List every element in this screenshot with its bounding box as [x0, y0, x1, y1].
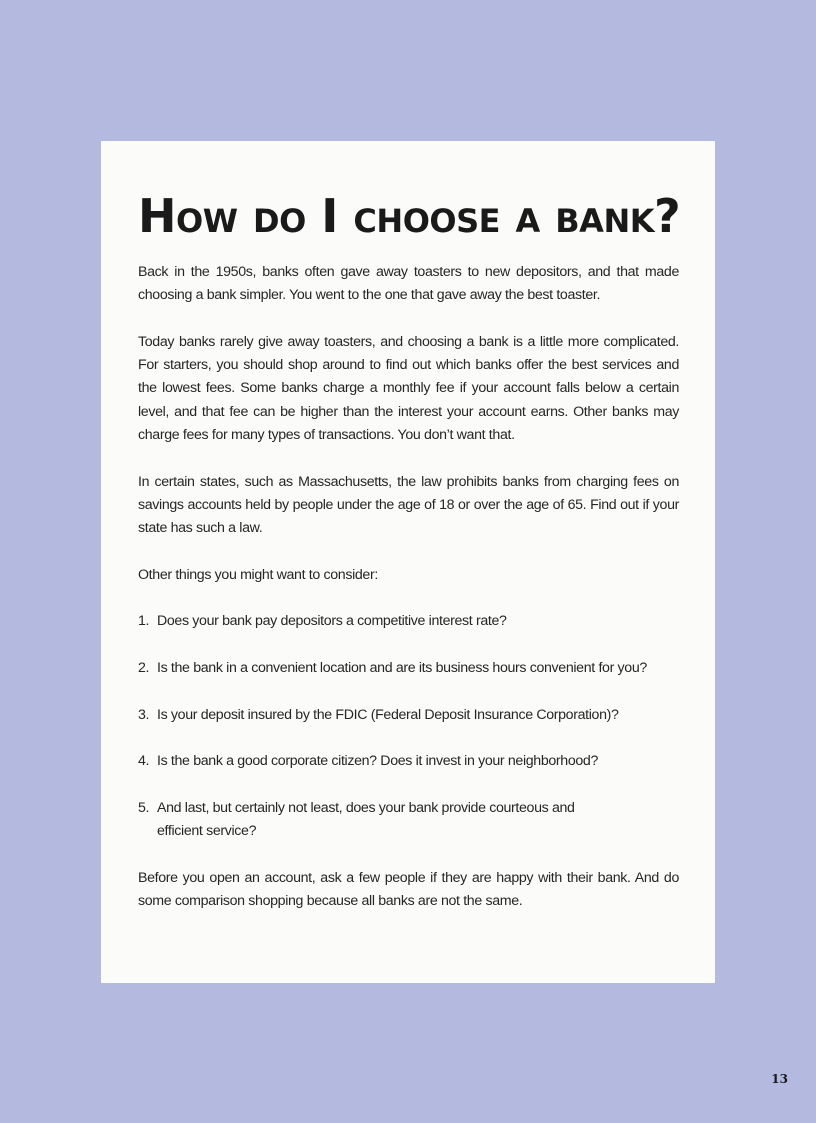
intro-paragraph-2: Today banks rarely give away toasters, and choosing a bank is a little more complicated. For starters, you should shop around to find out which banks offer the best services and the lowest fees. Some banks charge a monthly fee if your account falls below a certain level, and that fee can be higher than the interest your account earns. Other banks may charge fees for many types of transactions. You don’t want that. [138, 333, 679, 444]
closing-paragraph: Before you open an account, ask a few people if they are happy with their bank. And do some comparison shopping because all banks are not the same. [138, 869, 679, 910]
list-intro: Other things you might want to consider: [138, 566, 378, 583]
list-item-number: 4. [138, 753, 150, 770]
list-item-number: 1. [138, 613, 150, 630]
list-item-text: And last, but certainly not least, does your bank provide courteous and efficient service? [157, 799, 575, 840]
list-item-text: Is the bank a good corporate citizen? Does it invest in your neighborhood? [157, 753, 599, 770]
list-item [138, 657, 679, 680]
list-item-text: Is your deposit insured by the FDIC (Federal Deposit Insurance Corporation)? [157, 706, 619, 723]
page-title: How do I choose a bank? [138, 189, 681, 243]
list-item-text: Is the bank in a convenient location and are its business hours convenient for you? [157, 660, 647, 677]
list-item [138, 610, 679, 633]
intro-paragraph-3: In certain states, such as Massachusetts, the law prohibits banks from charging fees on savings accounts held by people under the age of 18 or over the age of 65. Find out if your state has such a law. [138, 473, 679, 537]
list-item-number: 3. [138, 706, 150, 723]
list-item [138, 797, 679, 844]
content-card [101, 141, 715, 983]
article-body [138, 261, 679, 913]
page-number: 13 [771, 1072, 788, 1086]
list-item-number: 2. [138, 660, 150, 677]
intro-paragraph-1: Back in the 1950s, banks often gave away toasters to new depositors, and that made choosing a bank simpler. You went to the one that gave away the best toaster. [138, 264, 679, 304]
list-item-text: Does your bank pay depositors a competitive interest rate? [157, 613, 507, 630]
list-item [138, 750, 679, 773]
list-item [138, 704, 679, 727]
list-item-number: 5. [138, 799, 150, 816]
